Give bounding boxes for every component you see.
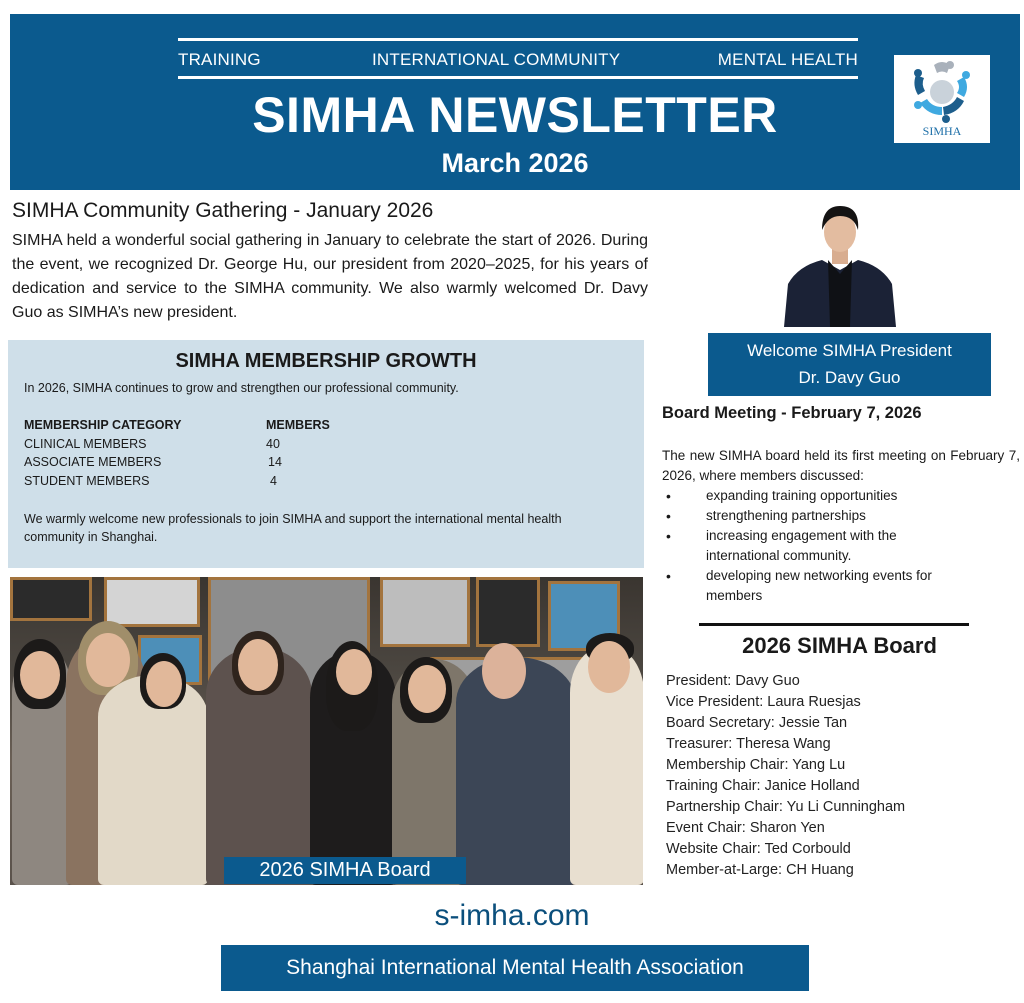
list-item: • strengthening partnerships [662,506,1020,526]
list-item: • increasing engagement with the international community. [662,526,1020,566]
person-face [408,665,446,713]
membership-intro: In 2026, SIMHA continues to grow and strengthen our professional community. [24,381,459,395]
column-header-category: MEMBERSHIP CATEGORY [24,418,182,432]
organization-name-banner: Shanghai International Mental Health Association [221,945,809,991]
list-item: Board Secretary: Jessie Tan [666,715,848,731]
list-item: Membership Chair: Yang Lu [666,757,846,773]
category-cell: CLINICAL MEMBERS [24,436,147,451]
tagline-international-community: INTERNATIONAL COMMUNITY [372,50,621,69]
list-item: President: Davy Guo [666,673,800,689]
board-divider [699,623,969,626]
category-cell: STUDENT MEMBERS [24,473,150,488]
tagline-mental-health: MENTAL HEALTH [717,50,858,69]
list-item: • expanding training opportunities [662,486,1020,506]
column-header-members: MEMBERS [266,418,330,432]
newsletter-date: March 2026 [441,148,589,178]
tagline-training: TRAINING [178,50,261,69]
board-meeting-topics [662,486,1020,606]
person-face [336,649,372,695]
list-item: Partnership Chair: Yu Li Cunningham [666,799,906,815]
simha-logo-icon [906,59,978,125]
list-item: Event Chair: Sharon Yen [666,820,825,836]
newsletter-header [10,14,1020,190]
membership-outro: We warmly welcome new professionals to join SIMHA and support the international mental health community in Shanghai. [24,512,562,544]
header-divider-top [178,38,858,41]
category-cell: ASSOCIATE MEMBERS [24,455,162,469]
list-item: Training Chair: Janice Holland [666,778,860,794]
simha-logo [894,55,990,143]
person-face [588,641,630,693]
wall-frame [104,577,200,627]
person-face [238,639,278,691]
header-divider-bottom [178,76,858,79]
president-caption-line2: Dr. Davy Guo [798,368,901,387]
list-item: Member-at-Large: CH Huang [666,862,854,878]
members-cell: 40 [266,436,280,451]
board-roster-title: 2026 SIMHA Board [742,633,937,658]
person-face [86,633,130,687]
membership-growth-panel [8,340,644,568]
list-item: Website Chair: Ted Corbould [666,841,851,857]
wall-frame [380,577,470,647]
members-cell: 4 [270,473,277,488]
wall-frame [10,577,92,621]
president-photo [784,200,896,327]
website-link[interactable]: s-imha.com [434,899,590,932]
person-face [146,661,182,707]
board-group-photo [10,577,643,885]
president-welcome-banner [708,333,991,396]
wall-frame [476,577,540,647]
membership-title: SIMHA MEMBERSHIP GROWTH [175,350,477,372]
board-meeting-body: The new SIMHA board held its first meeting on February 7, 2026, where members discussed: [662,448,1020,483]
board-roster [666,671,905,881]
newsletter-title: SIMHA NEWSLETTER [252,87,778,143]
list-item: Treasurer: Theresa Wang [666,736,831,752]
list-item: • developing new networking events for members [662,566,1020,606]
list-item: Vice President: Laura Ruesjas [666,694,861,710]
board-meeting-title: Board Meeting - February 7, 2026 [662,404,922,422]
president-portrait-icon [784,200,896,327]
gathering-body: SIMHA held a wonderful social gathering in January to celebrate the start of 2026. During the event, we recognized Dr. George Hu, our president from 2020–2025, for his years of dedication and service to the SIMHA community. We also warmly welcomed Dr. Davy Guo as SIMHA’s new president. [12,232,648,321]
person-face [20,651,60,699]
group-photo-caption: 2026 SIMHA Board [224,857,466,884]
members-cell: 14 [268,455,282,469]
person-face [482,643,526,699]
gathering-title: SIMHA Community Gathering - January 2026 [12,199,434,222]
logo-text: SIMHA [922,124,962,138]
president-caption-line1: Welcome SIMHA President [747,341,952,360]
